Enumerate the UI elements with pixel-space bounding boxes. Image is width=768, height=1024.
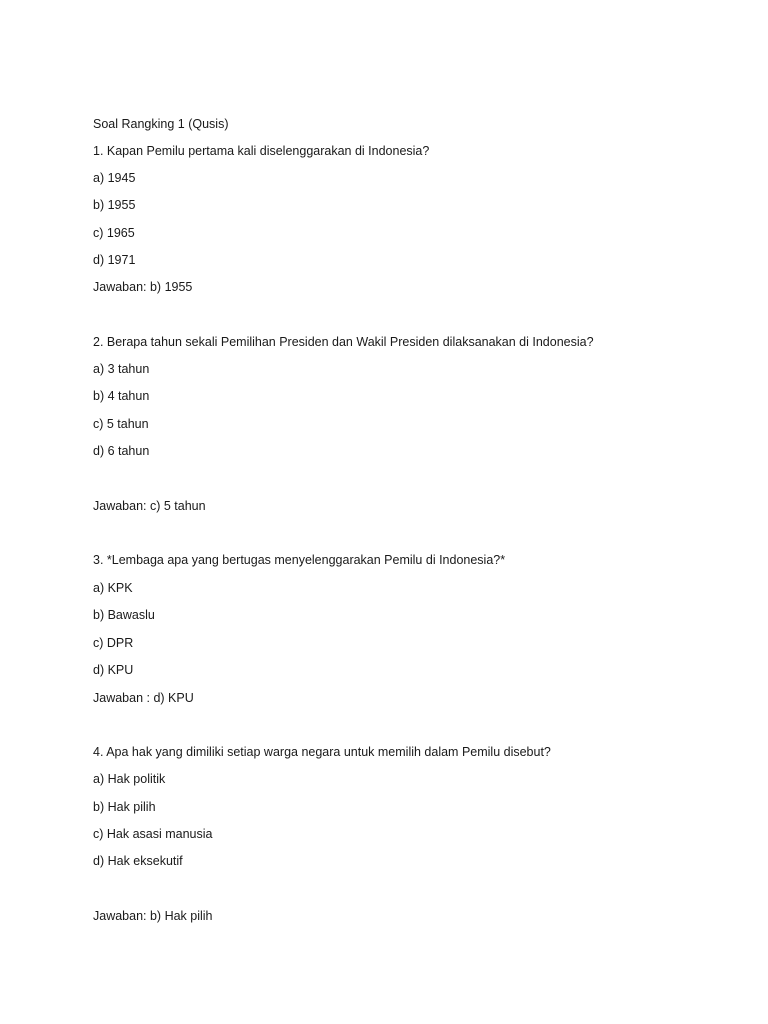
answer-option: d) 6 tahun <box>93 444 150 458</box>
answer-option: c) DPR <box>93 636 134 650</box>
answer-option: a) Hak politik <box>93 772 166 786</box>
answer-option: d) KPU <box>93 663 134 677</box>
answer-option: d) Hak eksekutif <box>93 854 183 868</box>
answer-key: Jawaban: b) 1955 <box>93 280 193 294</box>
answer-option: a) 1945 <box>93 171 136 185</box>
question-text: 4. Apa hak yang dimiliki setiap warga negara untuk memilih dalam Pemilu disebut? <box>93 745 551 759</box>
question-text: 2. Berapa tahun sekali Pemilihan Presiden dan Wakil Presiden dilaksanakan di Indonesia? <box>93 335 594 349</box>
answer-option: c) Hak asasi manusia <box>93 827 213 841</box>
answer-option: c) 1965 <box>93 226 135 240</box>
answer-key: Jawaban: b) Hak pilih <box>93 909 213 923</box>
answer-option: a) KPK <box>93 581 133 595</box>
answer-option: b) Bawaslu <box>93 608 155 622</box>
document-title: Soal Rangking 1 (Qusis) <box>93 117 229 131</box>
answer-option: a) 3 tahun <box>93 362 150 376</box>
answer-option: b) Hak pilih <box>93 800 156 814</box>
answer-option: d) 1971 <box>93 253 136 267</box>
answer-option: b) 1955 <box>93 198 136 212</box>
answer-option: b) 4 tahun <box>93 389 150 403</box>
question-text: 3. *Lembaga apa yang bertugas menyelenggarakan Pemilu di Indonesia?* <box>93 553 506 567</box>
answer-option: c) 5 tahun <box>93 417 149 431</box>
question-text: 1. Kapan Pemilu pertama kali diselenggarakan di Indonesia? <box>93 144 430 158</box>
answer-key: Jawaban : d) KPU <box>93 691 194 705</box>
answer-key: Jawaban: c) 5 tahun <box>93 499 206 513</box>
